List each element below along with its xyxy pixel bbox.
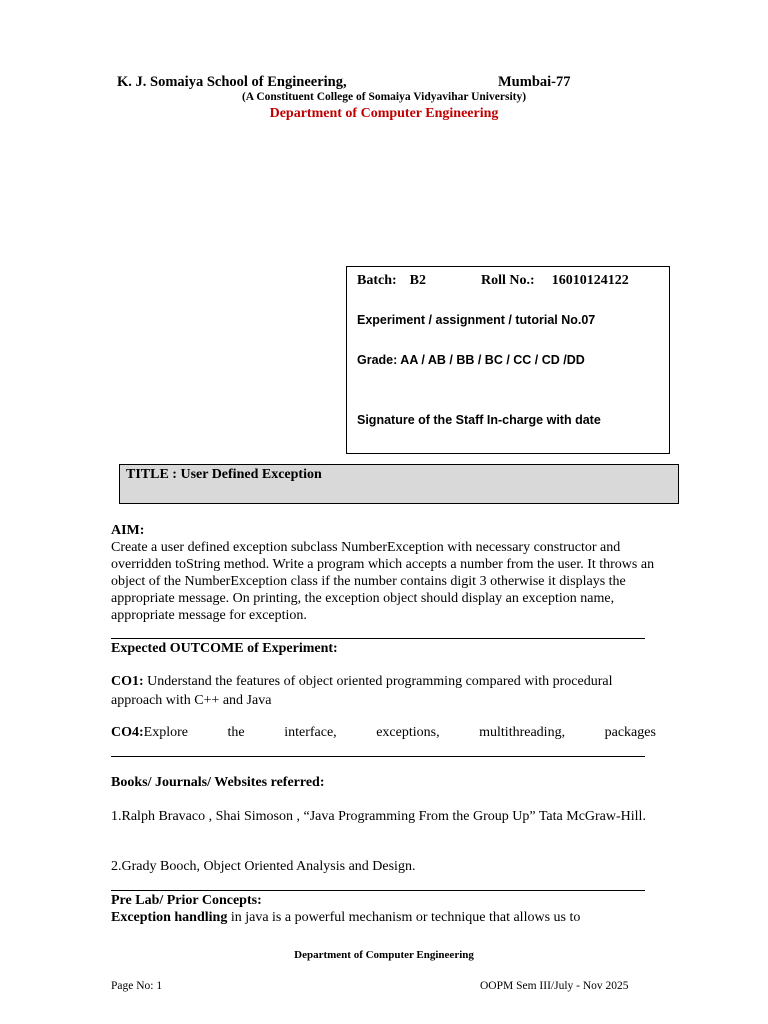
books-heading: Books/ Journals/ Websites referred: <box>111 775 325 790</box>
batch-value: B2 <box>409 273 427 288</box>
department-heading: Department of Computer Engineering <box>269 106 499 121</box>
prelab-heading: Pre Lab/ Prior Concepts: <box>111 893 262 908</box>
co4-word: packages <box>604 725 656 740</box>
co4-word: exceptions, <box>376 725 440 740</box>
title-box: TITLE : User Defined Exception <box>119 464 679 504</box>
aim-section <box>111 522 656 624</box>
co4-item <box>111 724 656 741</box>
page-number: Page No: 1 <box>111 980 163 992</box>
aim-heading: AIM: <box>111 523 145 538</box>
grade-line: Grade: AA / AB / BB / BC / CC / CD /DD <box>357 353 585 367</box>
roll-label: Roll No.: <box>481 273 535 288</box>
college-name: K. J. Somaiya School of Engineering, <box>117 74 347 90</box>
co1-item <box>111 672 656 710</box>
co4-word: interface, <box>284 725 337 740</box>
section-divider <box>111 890 645 891</box>
college-city: Mumbai-77 <box>498 74 571 90</box>
roll-value: 16010124122 <box>551 273 629 288</box>
batch-roll-line <box>357 273 629 289</box>
co4-word: multithreading, <box>479 725 566 740</box>
constituent-line: (A Constituent College of Somaiya Vidyavihar University) <box>241 91 527 103</box>
batch-label: Batch: <box>357 273 397 288</box>
section-divider <box>111 638 645 639</box>
aim-text: Create a user defined exception subclass NumberException with necessary constructor and overridden toString method. Write a program which accepts a number from the user. It throws an object of the NumberException class if the number contains digit 3 otherwise it displays the appropriate message. On printing, the exception object should display an exception name, appropriate message for exception. <box>111 540 655 623</box>
co4-label: CO4: <box>111 725 144 740</box>
signature-line: Signature of the Staff In-charge with date <box>357 413 601 427</box>
prelab-lead: Exception handling <box>111 910 228 925</box>
course-info: OOPM Sem III/July - Nov 2025 <box>480 980 629 992</box>
book-item-1: 1.Ralph Bravaco , Shai Simoson , “Java Programming From the Group Up” Tata McGraw-Hill. <box>111 809 646 824</box>
co4-word: the <box>227 725 245 740</box>
book-item-2: 2.Grady Booch, Object Oriented Analysis and Design. <box>111 859 416 874</box>
student-info-box <box>346 266 670 454</box>
section-divider <box>111 756 645 757</box>
prelab-text <box>111 909 656 926</box>
prelab-body: in java is a powerful mechanism or technique that allows us to <box>227 910 581 925</box>
experiment-number: Experiment / assignment / tutorial No.07 <box>357 313 596 327</box>
co1-label: CO1: <box>111 674 144 689</box>
co1-text: Understand the features of object oriented programming compared with procedural approach with C++ and Java <box>111 674 613 708</box>
co4-word: Explore <box>143 725 188 740</box>
footer-department: Department of Computer Engineering <box>294 949 474 961</box>
outcome-heading: Expected OUTCOME of Experiment: <box>111 641 338 656</box>
